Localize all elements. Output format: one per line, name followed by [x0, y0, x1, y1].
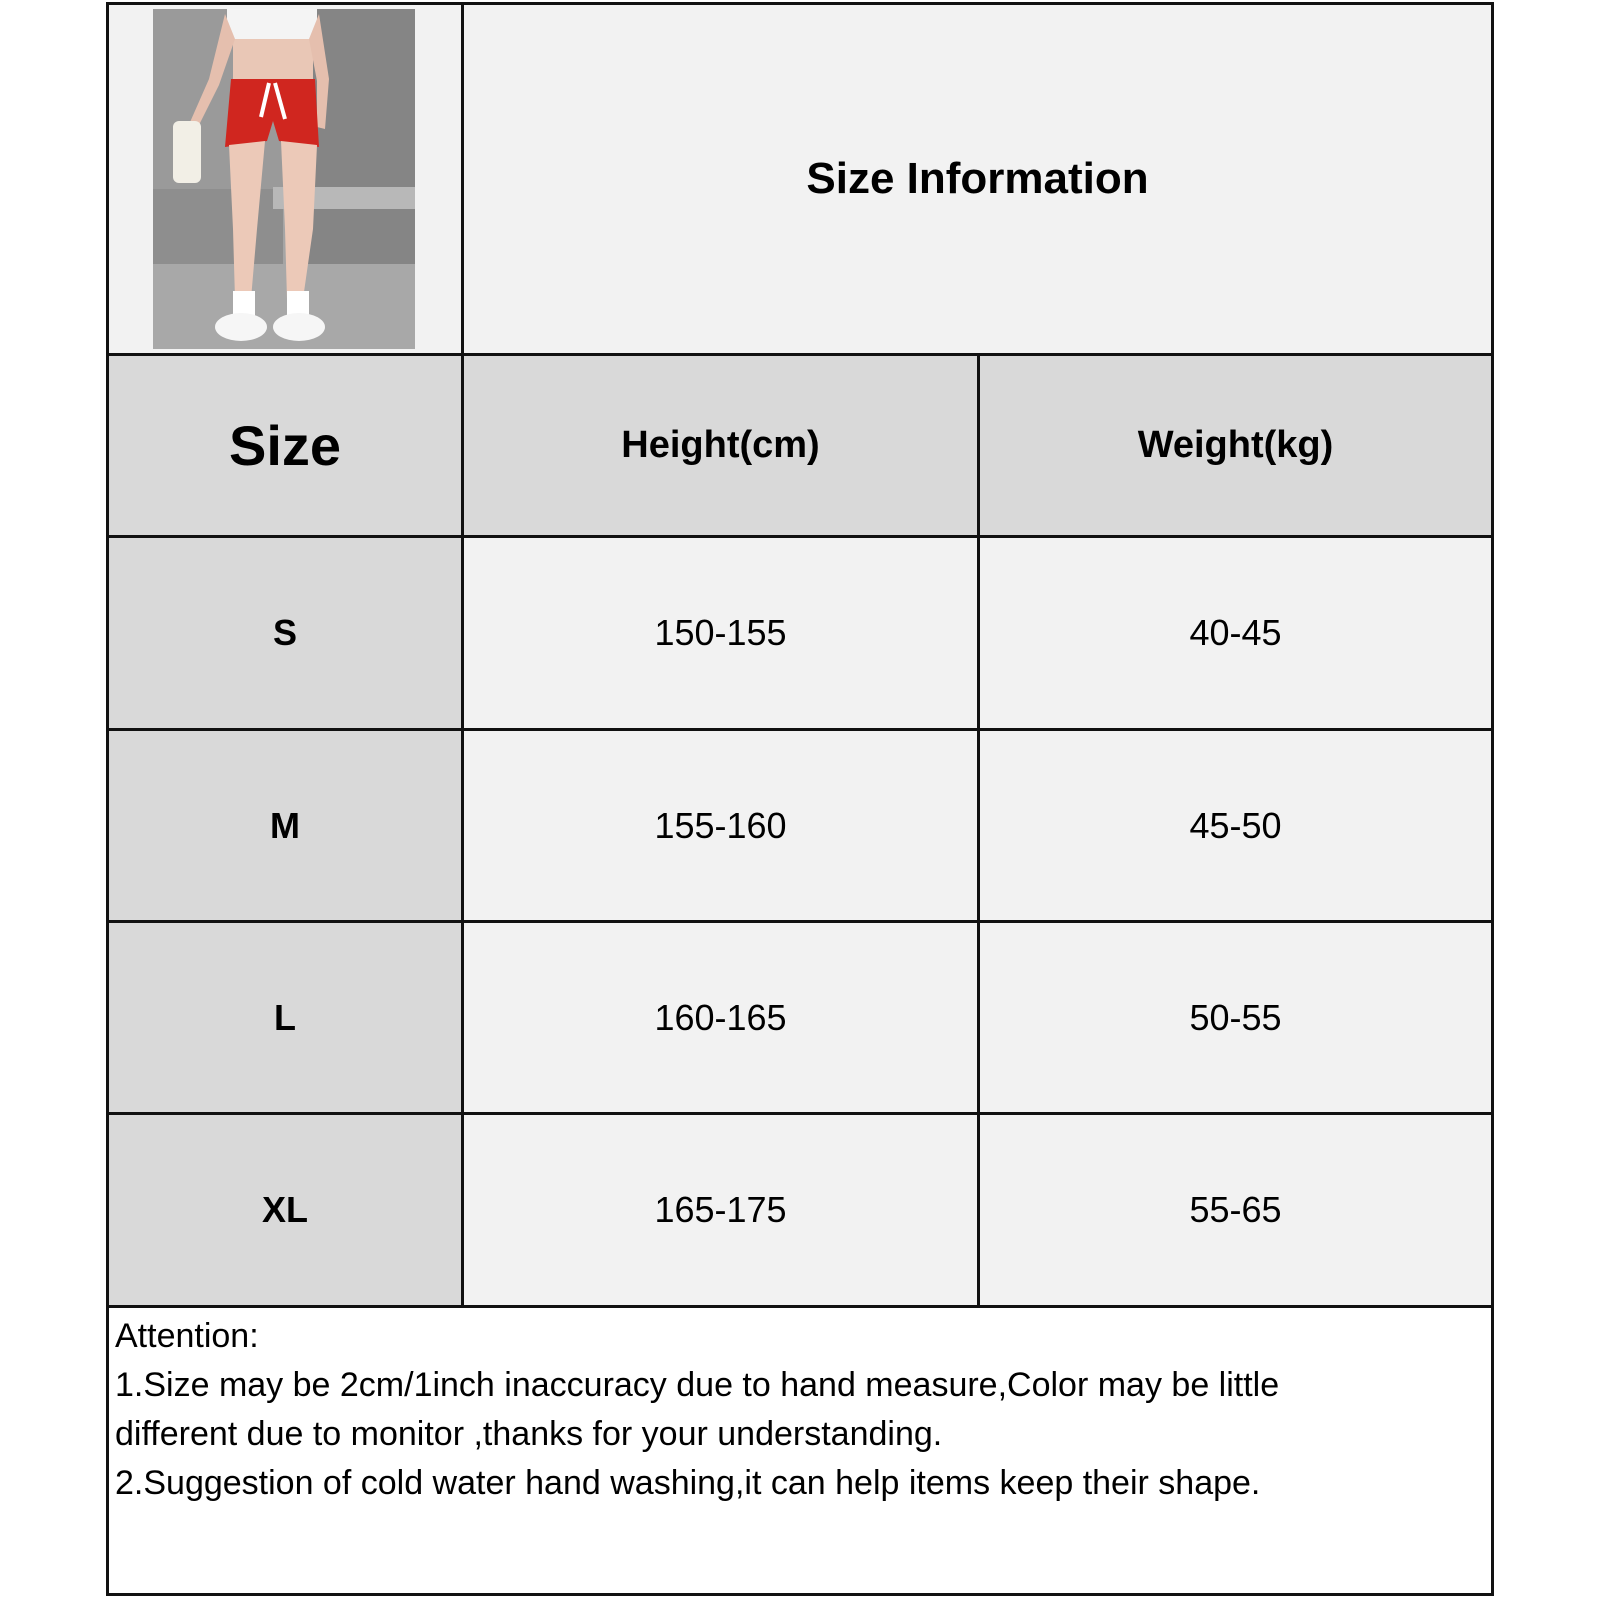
table-row-size-cell [109, 1115, 461, 1305]
weight-value: 40-45 [1189, 612, 1282, 653]
notes-heading: Attention: [115, 1317, 259, 1355]
header-size-cell [109, 356, 461, 535]
notes-line: 2.Suggestion of cold water hand washing,it can help items keep their shape. [115, 1464, 1261, 1502]
height-value: 165-175 [654, 1189, 787, 1230]
size-value: XL [261, 1189, 308, 1230]
grid-line [109, 1112, 1491, 1115]
notes-line: different due to monitor ,thanks for your understanding. [115, 1415, 943, 1453]
table-row-size-cell [109, 923, 461, 1112]
table-row-weight-cell [980, 538, 1491, 728]
title-cell [464, 5, 1491, 353]
grid-line [109, 535, 1491, 538]
header-size-label: Size [228, 414, 342, 477]
height-value: 160-165 [654, 996, 787, 1038]
grid-line [109, 728, 1491, 731]
size-chart-sheet [106, 2, 1494, 1596]
table-row-height-cell [464, 538, 977, 728]
grid-line [977, 353, 980, 1308]
header-height-cell [464, 356, 977, 535]
grid-line [109, 920, 1491, 923]
weight-value: 45-50 [1189, 804, 1282, 846]
height-value: 155-160 [654, 804, 787, 846]
height-value: 150-155 [654, 612, 787, 653]
notes-line: 1.Size may be 2cm/1inch inaccuracy due to hand measure,Color may be little [115, 1366, 1280, 1404]
grid-line [109, 353, 1491, 356]
product-photo-cell [109, 5, 461, 353]
weight-value: 50-55 [1189, 996, 1282, 1038]
header-weight-cell [980, 356, 1491, 535]
attention-notes [109, 1308, 1491, 1593]
header-height-label: Height(cm) [621, 424, 820, 466]
table-row-size-cell [109, 538, 461, 728]
product-photo [153, 9, 415, 349]
table-row-weight-cell [980, 923, 1491, 1112]
table-row-weight-cell [980, 731, 1491, 920]
size-value: M [270, 804, 300, 846]
table-row-height-cell [464, 1115, 977, 1305]
weight-value: 55-65 [1189, 1189, 1282, 1230]
table-row-weight-cell [980, 1115, 1491, 1305]
header-weight-label: Weight(kg) [1137, 424, 1334, 466]
size-value: S [272, 612, 297, 653]
table-row-height-cell [464, 923, 977, 1112]
page-title: Size Information [806, 154, 1149, 203]
table-row-size-cell [109, 731, 461, 920]
size-value: L [274, 996, 296, 1038]
table-row-height-cell [464, 731, 977, 920]
